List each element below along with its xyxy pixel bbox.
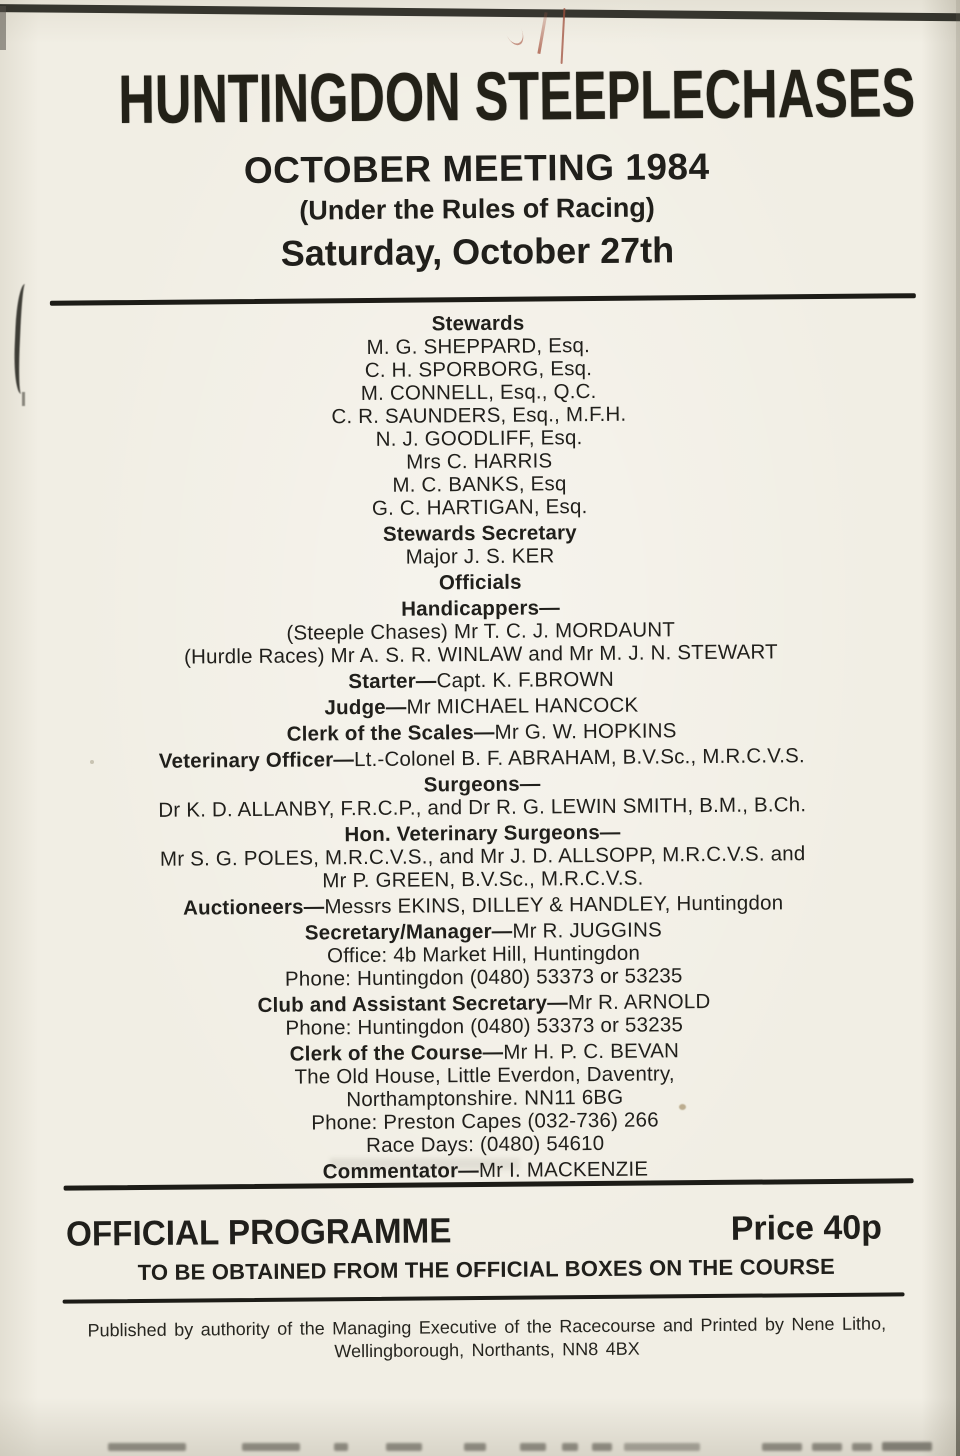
official-programme-label: OFFICIAL PROGRAMME xyxy=(65,1211,452,1254)
divider-rule-top xyxy=(50,293,916,306)
auctioneers-entry: Auctioneers—Messrs EKINS, DILLEY & HANDLEY, Huntingdon xyxy=(182,891,784,920)
secretary-manager-phone: Phone: Huntingdon (0480) 53373 or 53235 xyxy=(284,964,683,991)
publisher-line: Wellingborough, Northants, NN8 4BX xyxy=(334,1338,640,1362)
rules-note: (Under the Rules of Racing) xyxy=(299,192,655,226)
clerk-of-course-race-days-phone: Race Days: (0480) 54610 xyxy=(366,1131,605,1158)
steward-name: M. CONNELL, Esq., Q.C. xyxy=(360,379,597,406)
steward-name: C. R. SAUNDERS, Esq., M.F.H. xyxy=(331,402,627,429)
veterinary-officer-entry: Veterinary Officer—Lt.-Colonel B. F. ABRAHAM, B.V.Sc., M.R.C.V.S. xyxy=(158,744,805,773)
steward-name: M. G. SHEPPARD, Esq. xyxy=(366,334,591,359)
judge-entry: Judge—Mr MICHAEL HANCOCK xyxy=(324,693,639,720)
officials-heading: Officials xyxy=(438,570,522,595)
clerk-of-course-phone: Phone: Preston Capes (032-736) 266 xyxy=(311,1108,659,1135)
steward-name: N. J. GOODLIFF, Esq. xyxy=(375,426,583,451)
publisher-imprint xyxy=(7,1312,960,1366)
stewards-secretary-heading: Stewards Secretary xyxy=(382,521,577,546)
masthead xyxy=(0,0,958,277)
starter-entry: Starter—Capt. K. F.BROWN xyxy=(348,667,615,694)
clerk-of-course-entry: Clerk of the Course—Mr H. P. C. BEVAN xyxy=(289,1039,680,1066)
steward-name: G. C. HARTIGAN, Esq. xyxy=(371,495,588,520)
hon-veterinary-surgeons-names: Mr P. GREEN, B.V.Sc., M.R.C.V.S. xyxy=(322,866,644,893)
club-assistant-secretary-entry: Club and Assistant Secretary—Mr R. ARNOLD xyxy=(257,990,711,1017)
secretary-manager-office: Office: 4b Market Hill, Huntingdon xyxy=(327,941,641,968)
hon-veterinary-surgeons-names: Mr S. G. POLES, M.R.C.V.S., and Mr J. D. ALLSOPP, M.R.C.V.S. and xyxy=(159,842,806,871)
price-label: Price 40p xyxy=(730,1208,883,1248)
commentator-entry: Commentator—Mr I. MACKENZIE xyxy=(322,1157,649,1184)
club-assistant-secretary-phone: Phone: Huntingdon (0480) 53373 or 53235 xyxy=(285,1013,684,1040)
programme-price-row xyxy=(66,1208,882,1255)
surgeons-names: Dr K. D. ALLANBY, F.R.C.P., and Dr R. G. LEWIN SMITH, B.M., B.Ch. xyxy=(158,793,807,822)
steward-name: M. C. BANKS, Esq xyxy=(392,472,567,497)
officials-list xyxy=(0,308,960,1186)
meeting-subtitle: OCTOBER MEETING 1984 xyxy=(243,145,710,192)
meeting-date: Saturday, October 27th xyxy=(280,229,675,274)
publisher-line: Published by authority of the Managing Executive of the Racecourse and Printed by Nene Litho, xyxy=(87,1313,887,1341)
clerk-of-course-address: The Old House, Little Everdon, Daventry, xyxy=(294,1062,675,1089)
hon-veterinary-surgeons-label: Hon. Veterinary Surgeons— xyxy=(344,820,621,847)
page-title: HUNTINGDON STEEPLECHASES xyxy=(118,53,916,138)
surgeons-label: Surgeons— xyxy=(423,772,541,797)
secretary-manager-entry: Secretary/Manager—Mr R. JUGGINS xyxy=(304,918,662,945)
handicappers-label: Handicappers— xyxy=(401,596,560,621)
bottom-bleed-through xyxy=(0,1438,960,1454)
clerk-of-course-address: Northamptonshire. NN11 6BG xyxy=(346,1085,624,1112)
programme-note: TO BE OBTAINED FROM THE OFFICIAL BOXES ON THE COURSE xyxy=(137,1253,836,1286)
steward-name: C. H. SPORBORG, Esq. xyxy=(364,357,593,382)
stewards-heading: Stewards xyxy=(431,311,525,336)
clerk-of-scales-entry: Clerk of the Scales—Mr G. W. HOPKINS xyxy=(286,719,677,746)
stewards-secretary-name: Major J. S. KER xyxy=(405,544,555,569)
handicappers-hurdle-races: (Hurdle Races) Mr A. S. R. WINLAW and Mr M. J. N. STEWART xyxy=(183,640,778,669)
handicappers-steeple-chases: (Steeple Chases) Mr T. C. J. MORDAUNT xyxy=(286,618,676,645)
steward-name: Mrs C. HARRIS xyxy=(406,449,553,474)
divider-rule-bottom xyxy=(63,1292,905,1303)
